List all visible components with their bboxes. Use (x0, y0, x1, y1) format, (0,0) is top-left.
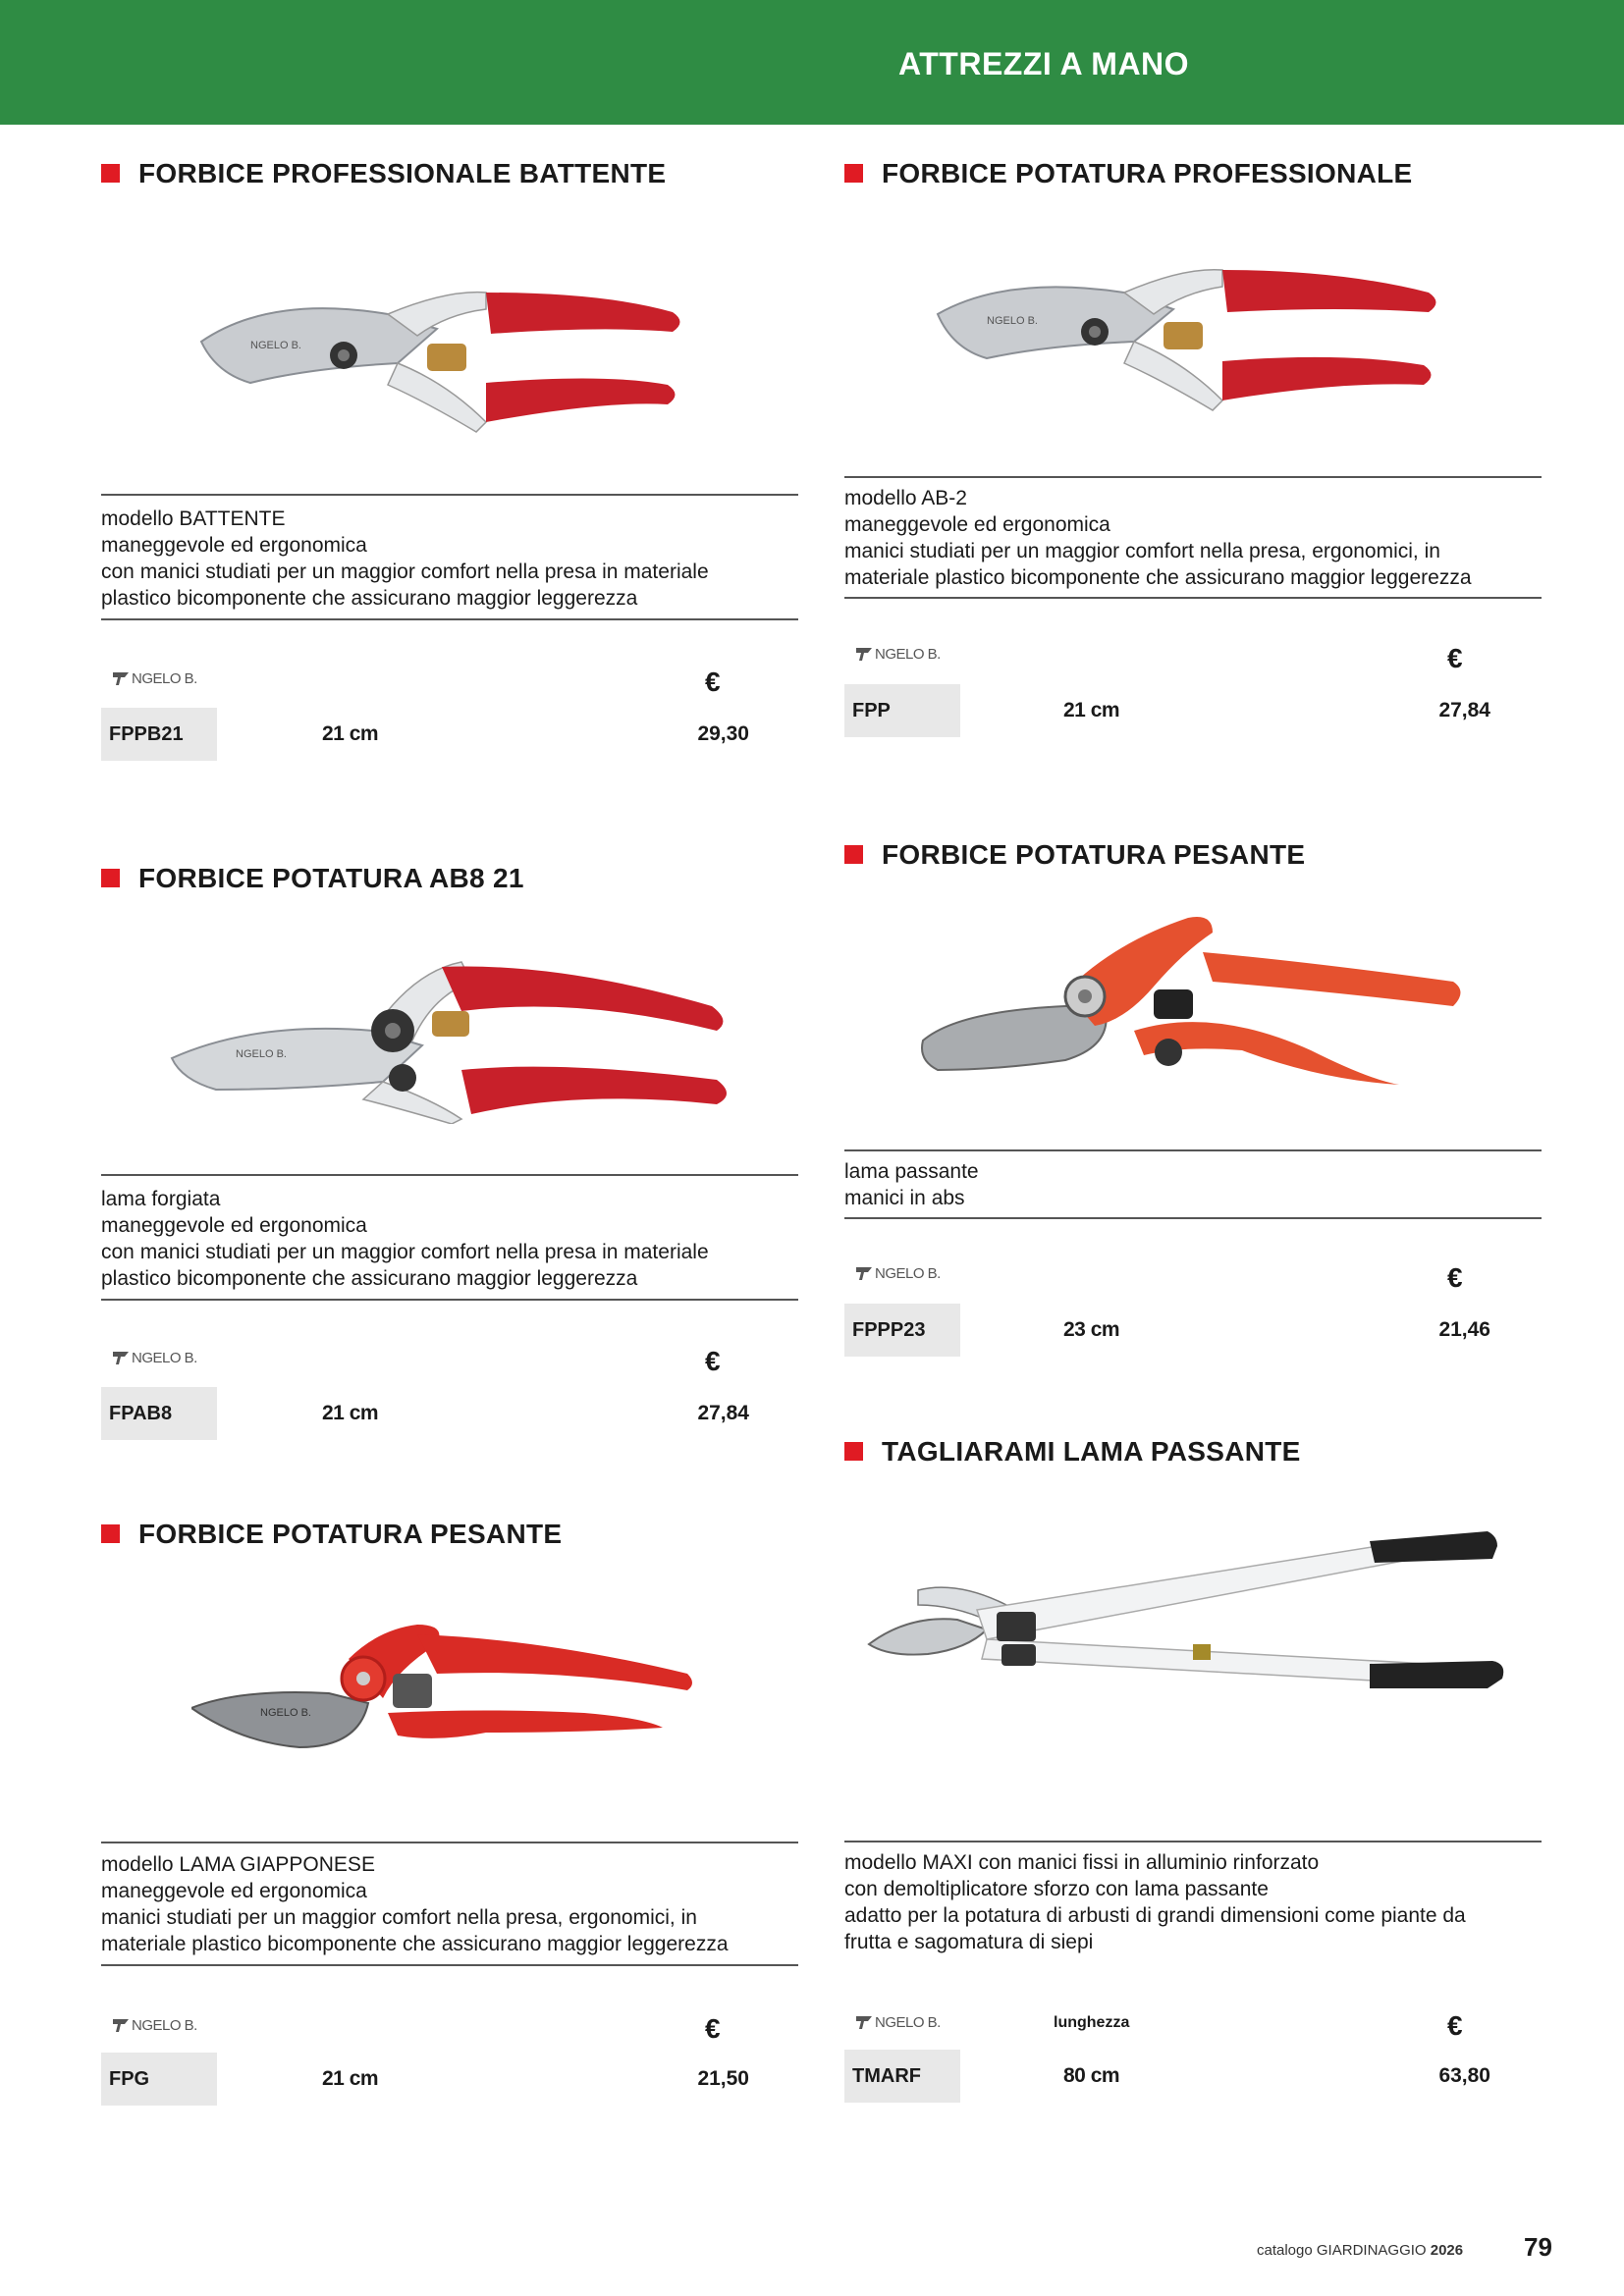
brand-mark-icon (854, 645, 874, 663)
product-description: modello BATTENTE maneggevole ed ergonomica con manici studiati per un maggior comfort nella presa in materiale plastico bicomponente che assicurano maggior leggerezza (101, 507, 709, 610)
currency-symbol: € (1447, 643, 1463, 673)
brand-logo: NGELO B. (854, 2013, 941, 2031)
size-label: lunghezza (1054, 2014, 1130, 2031)
product-price: 21,50 (697, 2067, 749, 2090)
brand-mark-icon (854, 2013, 874, 2031)
product-title: FORBICE POTATURA PESANTE (138, 1519, 563, 1549)
product-code: TMARF (844, 2050, 960, 2103)
divider (101, 1842, 798, 1843)
section-title: ATTREZZI A MANO (898, 46, 1190, 81)
brand-logo: NGELO B. (111, 2016, 197, 2034)
divider (101, 618, 798, 620)
product-price: 27,84 (1438, 699, 1490, 721)
product-title: FORBICE PROFESSIONALE BATTENTE (138, 158, 667, 188)
product-description: lama passante manici in abs (844, 1160, 979, 1209)
product-code: FPG (101, 2053, 217, 2106)
divider (101, 494, 798, 496)
product-description: modello LAMA GIAPPONESE maneggevole ed ergonomica manici studiati per un maggior comfort nella presa, ergonomici, in materiale plastico bicomponente che assicurano maggior leggerezza (101, 1853, 729, 1955)
brand-logo: NGELO B. (111, 1349, 197, 1366)
product-size: 21 cm (1063, 699, 1120, 721)
divider (844, 1149, 1542, 1151)
currency-symbol: € (705, 667, 721, 697)
title-marker (844, 845, 863, 864)
header-banner (0, 0, 1624, 125)
svg-text:NGELO B.: NGELO B. (236, 1048, 287, 1060)
product-size: 23 cm (1063, 1318, 1120, 1341)
pruning-shears-image (928, 255, 1438, 422)
product-description: modello MAXI con manici fissi in alluminio rinforzato con demoltiplicatore sforzo con lama passante adatto per la potatura di arbusti di grandi dimensioni come piante da frutta e sagomatura di siepi (844, 1851, 1466, 1953)
product-price: 29,30 (697, 722, 749, 745)
product-description: lama forgiata maneggevole ed ergonomica con manici studiati per un maggior comfort nella presa in materiale plastico bicomponente che assicurano maggior leggerezza (101, 1188, 709, 1290)
brand-mark-icon (111, 2016, 131, 2034)
product-price: 21,46 (1438, 1318, 1490, 1341)
brand-mark-icon (111, 669, 131, 687)
title-marker (844, 1442, 863, 1461)
catalog-name: catalogo GIARDINAGGIO 2026 (1257, 2242, 1464, 2259)
brand-mark-icon (111, 1349, 131, 1366)
currency-symbol: € (705, 2013, 721, 2044)
product-size: 21 cm (322, 2067, 379, 2090)
divider (101, 1964, 798, 1966)
product-code: FPAB8 (101, 1387, 217, 1440)
currency-symbol: € (1447, 1262, 1463, 1293)
divider (844, 476, 1542, 478)
product-price: 63,80 (1438, 2064, 1490, 2087)
product-title: FORBICE POTATURA PROFESSIONALE (882, 158, 1413, 188)
title-marker (101, 869, 120, 887)
brand-logo: NGELO B. (111, 669, 197, 687)
product-title: FORBICE POTATURA AB8 21 (138, 863, 524, 893)
pruning-shears-image (918, 913, 1468, 1085)
product-code: FPPP23 (844, 1304, 960, 1357)
lopper-image (859, 1531, 1517, 1728)
pruning-shears-image (191, 275, 702, 447)
product-code: FPP (844, 684, 960, 737)
svg-text:NGELO B.: NGELO B. (260, 1707, 311, 1719)
svg-text:NGELO B.: NGELO B. (987, 315, 1038, 327)
divider (844, 1217, 1542, 1219)
brand-logo: NGELO B. (854, 645, 941, 663)
brand-mark-icon (854, 1264, 874, 1282)
page-number: 79 (1524, 2232, 1552, 2262)
divider (101, 1174, 798, 1176)
product-title: FORBICE POTATURA PESANTE (882, 839, 1306, 870)
currency-symbol: € (705, 1346, 721, 1376)
currency-symbol: € (1447, 2010, 1463, 2041)
product-size: 80 cm (1063, 2064, 1120, 2087)
divider (844, 597, 1542, 599)
pruning-shears-image (167, 952, 736, 1124)
product-size: 21 cm (322, 1402, 379, 1424)
svg-text:NGELO B.: NGELO B. (250, 340, 301, 351)
title-marker (101, 1524, 120, 1543)
title-marker (101, 164, 120, 183)
product-price: 27,84 (697, 1402, 749, 1424)
brand-logo: NGELO B. (854, 1264, 941, 1282)
product-title: TAGLIARAMI LAMA PASSANTE (882, 1436, 1301, 1467)
pruning-shears-image (191, 1620, 702, 1752)
divider (101, 1299, 798, 1301)
product-description: modello AB-2 maneggevole ed ergonomica manici studiati per un maggior comfort nella presa, ergonomici, in materiale plastico bicomponente che assicurano maggior leggerezza (844, 487, 1472, 589)
title-marker (844, 164, 863, 183)
product-size: 21 cm (322, 722, 379, 745)
divider (844, 1841, 1542, 1842)
product-code: FPPB21 (101, 708, 217, 761)
